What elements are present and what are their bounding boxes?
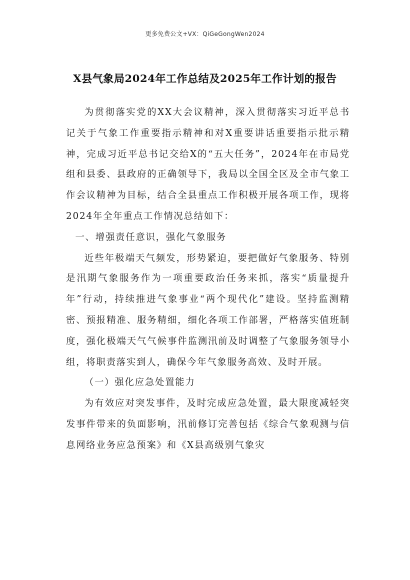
header-note: 更多免费公文+VX：QiGeGongWen2024 [145, 31, 265, 38]
document-title: X县气象局2024年工作总结及2025年工作计划的报告 [73, 73, 337, 85]
document-body [66, 103, 350, 457]
section-paragraph: 近些年极端天气频发，形势紧迫，要把做好气象服务、特别是汛期气象服务作为一项重要政治任务来抓，落实“质量提升年”行动，持续推进气象事业“两个现代化”建设。坚持监测精密、预报精准、服务精细，细化各项工作部署，严格落实值班制度，强化极端天气气候事件监测汛前及时调整了气象服务领导小组，将职责落实到人，确保今年气象服务高效、及时开展。 [66, 252, 350, 368]
subsection-heading: （一）强化应急处置能力 [84, 377, 196, 389]
section-heading: 一、增强责任意识，强化气象服务 [75, 231, 227, 243]
subsection-paragraph: 为有效应对突发事件，及时完成应急处置，最大限度减轻突发事件带来的负面影响，汛前修订完善包括《综合气象观测与信息网络业务应急预案》和《X县高级别气象灾 [66, 398, 350, 451]
intro-paragraph: 为贯彻落实党的XX大会议精神，深入贯彻落实习近平总书记关于气象工作重要指示精神和对X重要讲话重要指示批示精神，完成习近平总书记交给X的“五大任务”，2024年在市局党组和县委、县政府的正确领导下，我局以全国全区及全市气象工作会议精神为目标，结合全县重点工作积极开展各项工作，现将2024年全年重点工作情况总结如下： [66, 107, 350, 222]
